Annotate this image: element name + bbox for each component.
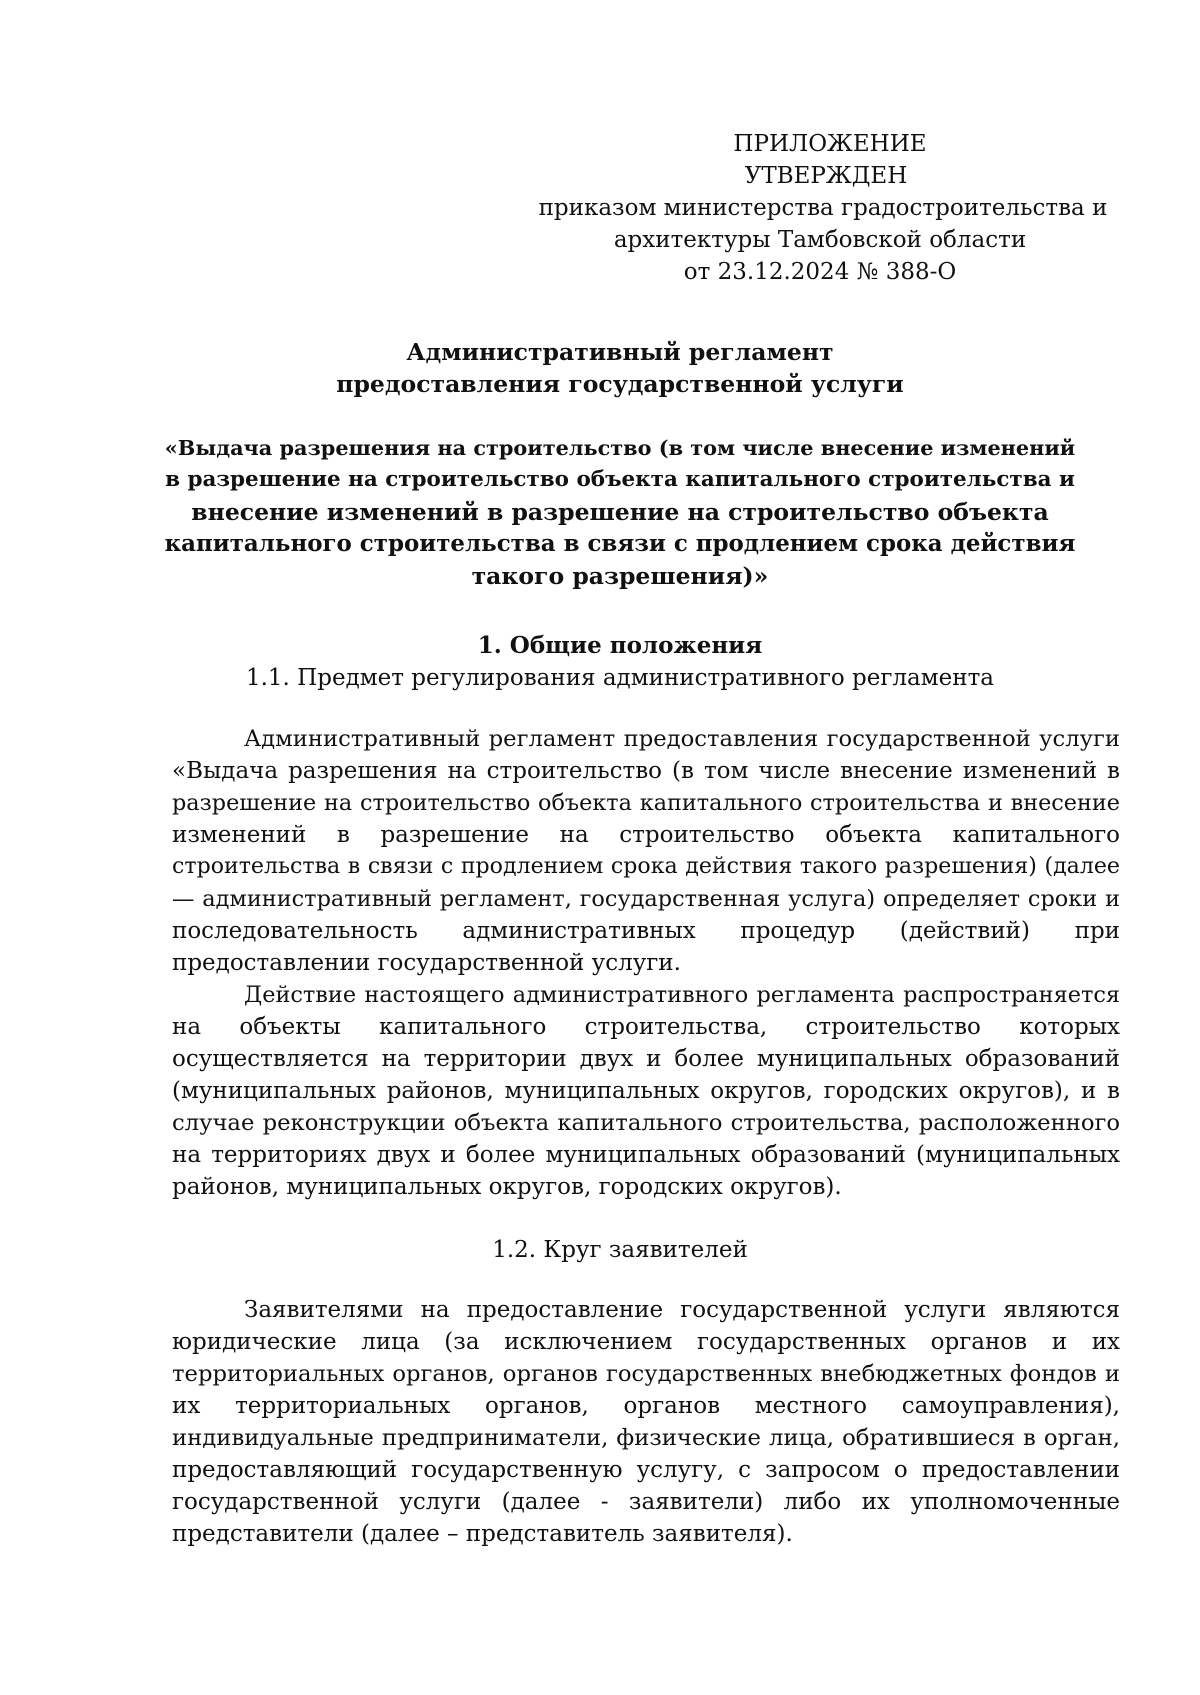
paragraph-line: строительства в связи с продлением срока действия такого разрешения) (далее [172,854,1120,879]
approval-ministry-line: архитектуры Тамбовской области [613,227,1027,253]
subsection-heading-subject: 1.1. Предмет регулирования административного регламента [245,665,995,691]
approval-order-line: приказом министерства градостроительства и [538,195,1108,221]
service-title-line: капитального строительства в связи с продлением срока действия [164,530,1076,557]
paragraph-line: предоставлении государственной услуги. [172,950,681,976]
document-title-line: Административный регламент [406,338,834,366]
paragraph-scope [172,979,1120,1203]
approval-appendix-label: ПРИЛОЖЕНИЕ [733,131,927,157]
paragraph-subject [172,723,1120,979]
service-title-line: внесение изменений в разрешение на строительство объекта [191,498,1049,526]
service-title [160,432,1080,592]
paragraph-line: предоставляющий государственную услугу, с запросом о предоставлении [172,1457,1120,1483]
service-title-line: в разрешение на строительство объекта капитального строительства и [165,467,1075,492]
approval-stamp-block [520,128,1120,288]
paragraph-line: индивидуальные предприниматели, физические лица, обратившиеся в орган, [172,1425,1120,1451]
paragraph-line: государственной услуги (далее - заявители) либо их уполномоченные [172,1489,1120,1515]
paragraph-line: «Выдача разрешения на строительство (в том числе внесение изменений в [172,758,1120,784]
paragraph-line: на территориях двух и более муниципальных образований (муниципальных [172,1142,1120,1168]
paragraph-line: юридические лица (за исключением государственных органов и их [172,1329,1120,1355]
document-title-line: предоставления государственной услуги [336,370,904,398]
service-title-line: такого разрешения)» [471,562,769,590]
paragraph-line: на объекты капитального строительства, строительство которых [172,1014,1120,1040]
paragraph-line: представители (далее – представитель заявителя). [172,1521,793,1547]
paragraph-line: — административный регламент, государственная услуга) определяет сроки и [172,886,1120,912]
paragraph-line: осуществляется на территории двух и более муниципальных образований [172,1046,1120,1072]
service-title-line: «Выдача разрешения на строительство (в том числе внесение изменений [164,435,1076,460]
paragraph-line: (муниципальных районов, муниципальных округов, городских округов), и в [172,1078,1120,1104]
paragraph-line: Административный регламент предоставления государственной услуги [244,726,1120,752]
paragraph-line: Заявителями на предоставление государственной услуги являются [244,1297,1120,1323]
approval-date-number: от 23.12.2024 № 388-О [683,259,957,285]
paragraph-line: разрешение на строительство объекта капитального строительства и внесение [172,790,1120,816]
paragraph-line: последовательность административных процедур (действий) при [172,918,1120,944]
subsection-heading-applicants: 1.2. Круг заявителей [492,1237,748,1263]
paragraph-line: изменений в разрешение на строительство объекта капитального [172,822,1120,848]
paragraph-applicants [172,1294,1120,1550]
section-heading-general: 1. Общие положения [477,632,763,659]
paragraph-line: Действие настоящего административного регламента распространяется [244,982,1120,1008]
approval-approved-label: УТВЕРЖДЕН [744,163,908,189]
paragraph-line: территориальных органов, органов государственных внебюджетных фондов и [172,1361,1120,1387]
paragraph-line: районов, муниципальных округов, городских округов). [172,1174,842,1200]
paragraph-line: их территориальных органов, органов местного самоуправления), [172,1393,1120,1419]
paragraph-line: случае реконструкции объекта капитального строительства, расположенного [172,1110,1120,1136]
document-title [160,336,1080,400]
